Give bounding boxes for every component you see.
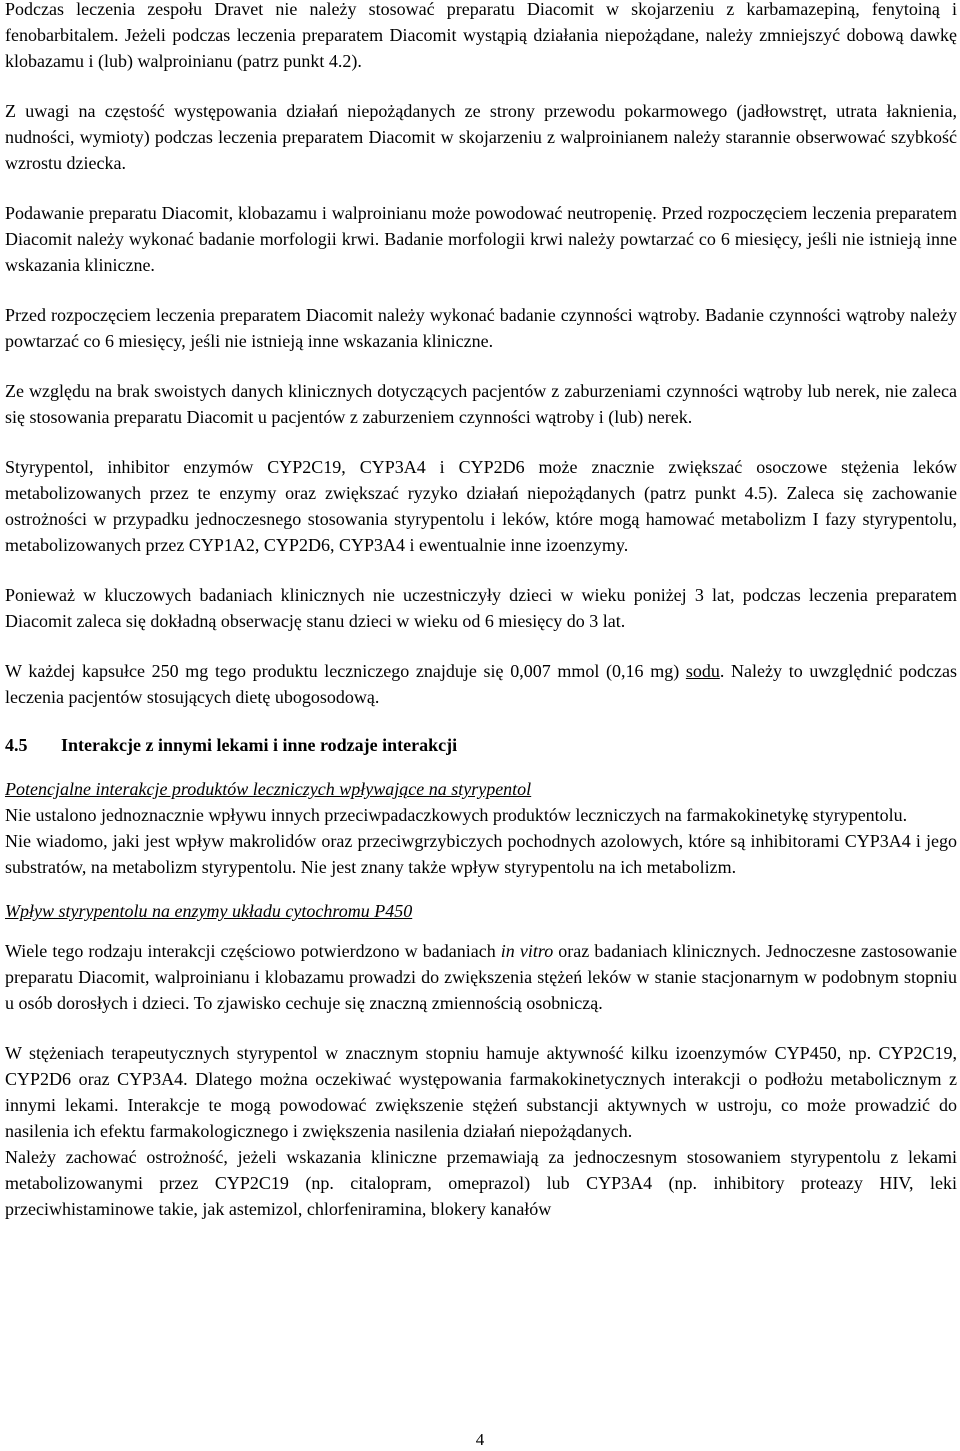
- paragraph-neutropenia: Podawanie preparatu Diacomit, klobazamu i walproinianu może powodować neutropenię. Przed rozpoczęciem leczenia preparatem Diacomit należy wykonać badanie morfologii krwi. Badanie morfologii krwi należy powtarzać co 6 miesięcy, jeśli nie istnieją inne wskazania kliniczne.: [5, 203, 957, 275]
- in-vitro-term: in vitro: [500, 941, 554, 961]
- paragraph-liver-function: Przed rozpoczęciem leczenia preparatem Diacomit należy wykonać badanie czynności wątroby. Badanie czynności wątroby należy powtarzać co 6 miesięcy, jeśli nie istnieją inne wskazania kliniczne.: [5, 305, 957, 351]
- section-number: 4.5: [5, 735, 28, 755]
- paragraph-cyp450-inhibition: W stężeniach terapeutycznych styrypentol w znacznym stopniu hamuje aktywność kilku izoenzymów CYP450, np. CYP2C19, CYP2D6 oraz CYP3A4. Dlatego można oczekiwać występowania farmakokinetycznych interakcji o podłożu metabolicznym z innymi lekami. Interakcje te mogą powodować zwiększenie stężeń substancji aktywnych w ustroju, co może prowadzić do nasilenia ich efektu farmakologicznego i zwiększenia nasilenia działań niepożądanych.: [5, 1043, 957, 1141]
- paragraph-cyp-inhibitor: Styrypentol, inhibitor enzymów CYP2C19, CYP3A4 i CYP2D6 może znacznie zwiększać osoczowe stężenia leków metabolizowanych przez te enzymy oraz zwiększać ryzyko działań niepożądanych (patrz punkt 4.5). Zaleca się zachowanie ostrożności w przypadku jednoczesnego stosowania styrypentolu i leków, które mogą hamować metabolizm I fazy styrypentolu, metabolizowanych przez CYP1A2, CYP2D6, CYP3A4 i ewentualnie inne izoenzymy.: [5, 457, 957, 555]
- subheading-cytochrome: Wpływ styrypentolu na enzymy układu cytochromu P450: [5, 901, 413, 921]
- sodium-text-a: W każdej kapsułce 250 mg tego produktu leczniczego znajduje się 0,007 mmol (0,16 mg): [5, 661, 686, 681]
- sodium-text-b: . Należy to uwzględnić podczas leczenia pacjentów stosujących dietę ubogosodową.: [5, 661, 957, 707]
- paragraph-macrolides: Nie wiadomo, jaki jest wpływ makrolidów oraz przeciwgrzybiczych pochodnych azolowych, które są inhibitorami CYP3A4 i jego substratów, na metabolizm styrypentolu. Nie jest znany także wpływ styrypentolu na ich metabolizm.: [5, 831, 957, 877]
- section-heading: [5, 732, 957, 758]
- paragraph-renal-hepatic: Ze względu na brak swoistych danych klinicznych dotyczących pacjentów z zaburzeniami czynności wątroby lub nerek, nie zaleca się stosowania preparatu Diacomit u pacjentów z zaburzeniem czynności wątroby i (lub) nerek.: [5, 381, 957, 427]
- paragraph-caution: Należy zachować ostrożność, jeżeli wskazania kliniczne przemawiają za jednoczesnym stosowaniem styrypentolu z lekami metabolizowanymi przez CYP2C19 (np. citalopram, omeprazol) lub CYP3A4 (np. inhibitory proteazy HIV, leki przeciwhistaminowe takie, jak astemizol, chlorfeniramina, blokery kanałów: [5, 1147, 957, 1219]
- paragraph-dravet-combination: Podczas leczenia zespołu Dravet nie należy stosować preparatu Diacomit w skojarzeniu z karbamazepiną, fenytoiną i fenobarbitalem. Jeżeli podczas leczenia preparatem Diacomit wystąpią działania niepożądane, należy zmniejszyć dobową dawkę klobazamu i (lub) walproinianu (patrz punkt 4.2).: [5, 0, 957, 71]
- in-vitro-text-a: Wiele tego rodzaju interakcji częściowo potwierdzono w badaniach: [5, 941, 501, 961]
- paragraph-sodium: [5, 658, 957, 710]
- section-title: Interakcje z innymi lekami i inne rodzaje interakcji: [61, 735, 458, 755]
- paragraph-gastrointestinal: Z uwagi na częstość występowania działań niepożądanych ze strony przewodu pokarmowego (jadłowstręt, utrata łaknienia, nudności, wymioty) podczas leczenia preparatem Diacomit w skojarzeniu z walproinianem należy starannie obserwować szybkość wzrostu dziecka.: [5, 101, 957, 173]
- paragraph-children-age: Ponieważ w kluczowych badaniach klinicznych nie uczestniczyły dzieci w wieku poniżej 3 lat, podczas leczenia preparatem Diacomit zaleca się dokładną obserwację stanu dzieci w wieku od 6 miesięcy do 3 lat.: [5, 585, 957, 631]
- document-page: [5, 0, 957, 1222]
- paragraph-antiepileptics: Nie ustalono jednoznacznie wpływu innych przeciwpadaczkowych produktów leczniczych na farmakokinetykę styrypentolu.: [5, 805, 908, 825]
- subheading-potential-interactions: Potencjalne interakcje produktów leczniczych wpływające na styrypentol: [5, 779, 532, 799]
- page-number: 4: [475, 1430, 485, 1449]
- paragraph-in-vitro: [5, 938, 957, 1016]
- sodium-word: sodu: [685, 661, 720, 681]
- in-vitro-text-b: oraz badaniach klinicznych. Jednoczesne zastosowanie preparatu Diacomit, walproinianu i klobazamu prowadzi do zwiększenia stężeń leków w stanie stacjonarnym w podobnym stopniu u osób dorosłych i dzieci. To zjawisko cechuje się znaczną zmiennością osobniczą.: [5, 941, 957, 1013]
